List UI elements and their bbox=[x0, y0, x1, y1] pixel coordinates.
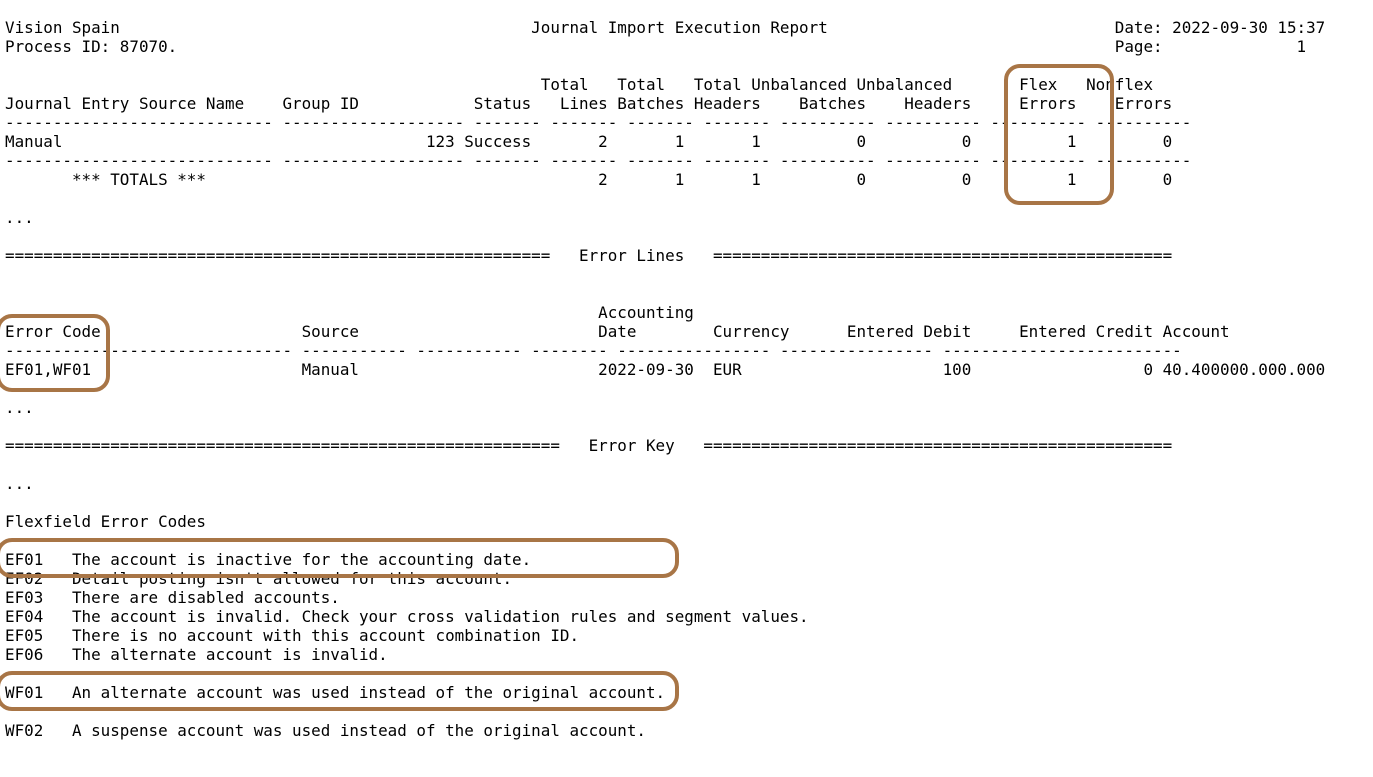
error-lines-banner: ========================================================= Error Lines ================================================ bbox=[5, 246, 1173, 265]
error-code-ef03: EF03 There are disabled accounts. bbox=[5, 588, 340, 607]
totals-row: *** TOTALS *** 2 1 1 0 0 1 0 bbox=[5, 170, 1173, 189]
process-id-line: Process ID: 87070. Page: 1 bbox=[5, 37, 1307, 56]
error-code-ef04: EF04 The account is invalid. Check your cross validation rules and segment values. bbox=[5, 607, 809, 626]
error-code-ef06: EF06 The alternate account is invalid. bbox=[5, 645, 388, 664]
error-code-ef01: EF01 The account is inactive for the accounting date. bbox=[5, 550, 532, 569]
summary-header-1: Total Total Total Unbalanced Unbalanced Flex Nonflex bbox=[5, 75, 1154, 94]
flexfield-error-codes-title: Flexfield Error Codes bbox=[5, 512, 206, 531]
summary-divider: ---------------------------- ------------------- ------- ------- ------- ------- ---------- ---------- ---------- ---------- bbox=[5, 113, 1192, 132]
error-lines-header-2: Error Code Source Date Currency Entered Debit Entered Credit Account bbox=[5, 322, 1230, 341]
error-lines-row: EF01,WF01 Manual 2022-09-30 EUR 100 0 40.400000.000.000 bbox=[5, 360, 1326, 379]
error-lines-divider: ------------------------------ ----------- ----------- -------- ---------------- ---------------- ------------------------- bbox=[5, 341, 1182, 360]
error-code-wf02: WF02 A suspense account was used instead of the original account. bbox=[5, 721, 646, 740]
summary-divider: ---------------------------- ------------------- ------- ------- ------- ------- ---------- ---------- ---------- ---------- bbox=[5, 151, 1192, 170]
summary-row: Manual 123 Success 2 1 1 0 0 1 0 bbox=[5, 132, 1173, 151]
error-code-wf01: WF01 An alternate account was used instead of the original account. bbox=[5, 683, 666, 702]
ellipsis: ... bbox=[5, 474, 34, 493]
report-header-line: Vision Spain Journal Import Execution Report Date: 2022-09-30 15:37 bbox=[5, 18, 1326, 37]
error-key-banner: ========================================================== Error Key ================================================= bbox=[5, 436, 1173, 455]
summary-header-2: Journal Entry Source Name Group ID Status Lines Batches Headers Batches Headers Errors Errors bbox=[5, 94, 1173, 113]
ellipsis: ... bbox=[5, 398, 34, 417]
ellipsis: ... bbox=[5, 208, 34, 227]
error-code-ef05: EF05 There is no account with this account combination ID. bbox=[5, 626, 580, 645]
error-code-ef02: EF02 Detail posting isn't allowed for this account. bbox=[5, 569, 513, 588]
error-lines-header-1: Accounting bbox=[5, 303, 694, 322]
